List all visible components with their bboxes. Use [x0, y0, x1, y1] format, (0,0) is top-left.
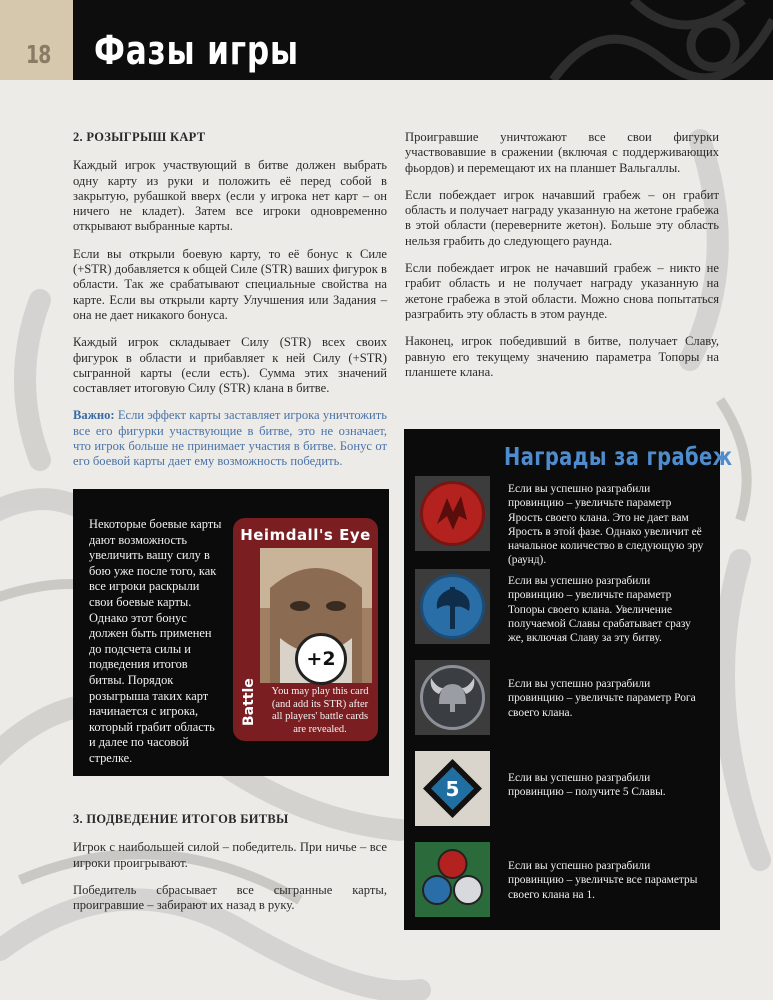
reward-text: Если вы успешно разграбили провинцию – увеличьте параметр Рога своего клана. [508, 678, 696, 719]
important-note [73, 408, 387, 469]
card-type-label: Battle [241, 678, 257, 726]
glory-5-icon [415, 751, 490, 826]
paragraph: Каждый игрок складывает Силу (STR) всех своих фигурок в области и прибавляет к ней Силу (+STR) сыгранной карты (если есть). Сумма этих значений составляет итоговую Силу (STR) клана в битве. [73, 335, 387, 396]
left-column [73, 130, 387, 482]
reward-text: Если вы успешно разграбили провинцию – увеличьте все параметры своего клана на 1. [508, 860, 698, 901]
section-heading-battle-results: 3. ПОДВЕДЕНИЕ ИТОГОВ БИТВЫ [73, 812, 289, 826]
card-bonus: +2 [295, 633, 347, 685]
reward-text: Если вы успешно разграбили провинцию – увеличьте параметр Топоры своего клана. Увеличение получаемой Славы срабатывает сразу же, включая Славу за эту битву. [508, 575, 691, 645]
glory-value: 5 [445, 777, 460, 801]
page-number-box [0, 0, 73, 80]
rewards-title: Награды за грабеж [504, 442, 733, 471]
card-type [239, 668, 259, 728]
rage-icon [415, 476, 490, 551]
paragraph: Если побеждает игрок не начавший грабеж – никто не грабит область и не получает награду указанную на жетоне грабежа в этой области. Можно снова попытаться разграбить эту область в этом раунде. [405, 261, 719, 321]
page-number: 18 [26, 40, 51, 69]
left-column-bottom [73, 812, 387, 925]
all-stats-icon [415, 842, 490, 917]
right-column [405, 130, 719, 392]
axe-icon [415, 569, 490, 644]
knotwork-ornament-icon [513, 0, 773, 80]
paragraph: Наконец, игрок победивший в битве, получает Славу, равную его текущему значению параметра Топоры на планшете клана. [405, 334, 719, 379]
reward-text: Если вы успешно разграбили провинцию – получите 5 Славы. [508, 772, 666, 799]
sidebar-text: Некоторые боевые карты дают возможность увеличить вашу силу в бою уже после того, как все игроки раскрыли свои боевые карты. Однако этот бонус должен быть применен до подсчета силы и подведения итогов битвы. Порядок розыгрыша таких карт начинается с игрока, который грабит область и далее по часовой стрелке. [89, 517, 222, 765]
paragraph: Если вы открыли боевую карту, то её бонус к Силе (+STR) добавляется к общей Силе (STR) ваших фигурок в области. Так же срабатывают специальные свойства на карте. Если вы открыли карту Улучшения или Задания – она не дает никакого бонуса. [73, 246, 387, 322]
card-title: Heimdall's Eye [240, 526, 371, 544]
paragraph: Каждый игрок участвующий в битве должен выбрать одну карту из руки и положить её перед собой в закрытую, рубашкой вверх (если у игрока нет карт – он ничего не кладет). Затем все игроки одновременно открывают выбранные карты. [73, 158, 387, 234]
important-text: Если эффект карты заставляет игрока уничтожить все его фигурки участвующие в битве, это не означает, что игрок больше не принимает участия в битве. Бонус от его боевой карты дает ему возможность победить. [73, 408, 387, 469]
paragraph: Если побеждает игрок начавший грабеж – он грабит область и получает награду указанную на жетоне грабежа в этой области (переверните жетон). Больше эту область нельзя грабить до следующего раунда. [405, 187, 719, 248]
horned-helmet-icon [415, 660, 490, 735]
paragraph: Проигравшие уничтожают все свои фигурки участвовавшие в сражении (включая с поддерживающих фьордов) и перемещают их на планшет Вальгаллы. [405, 130, 719, 175]
card-text: You may play this card (and add its STR) after all players' battle cards are revealed. [271, 686, 369, 735]
sidebar-box [73, 489, 389, 776]
reward-text: Если вы успешно разграбили провинцию – увеличьте параметр Ярость своего клана. Это не дает вам Ярость в этой фазе. Однако увеличит её начальное количество в следующую эру (раунд). [508, 483, 704, 567]
battle-card [233, 518, 378, 741]
page-title: Фазы игры [94, 28, 299, 74]
paragraph: Победитель сбрасывает все сыгранные карты, проигравшие – забирают их назад в руку. [73, 882, 387, 913]
paragraph: Игрок с наибольшей силой – победитель. При ничье – все игроки проигрывают. [73, 840, 387, 870]
section-heading-card-play: 2. РОЗЫГРЫШ КАРТ [73, 130, 206, 144]
raid-rewards-box [404, 429, 733, 930]
important-label: Важно: [73, 408, 115, 423]
